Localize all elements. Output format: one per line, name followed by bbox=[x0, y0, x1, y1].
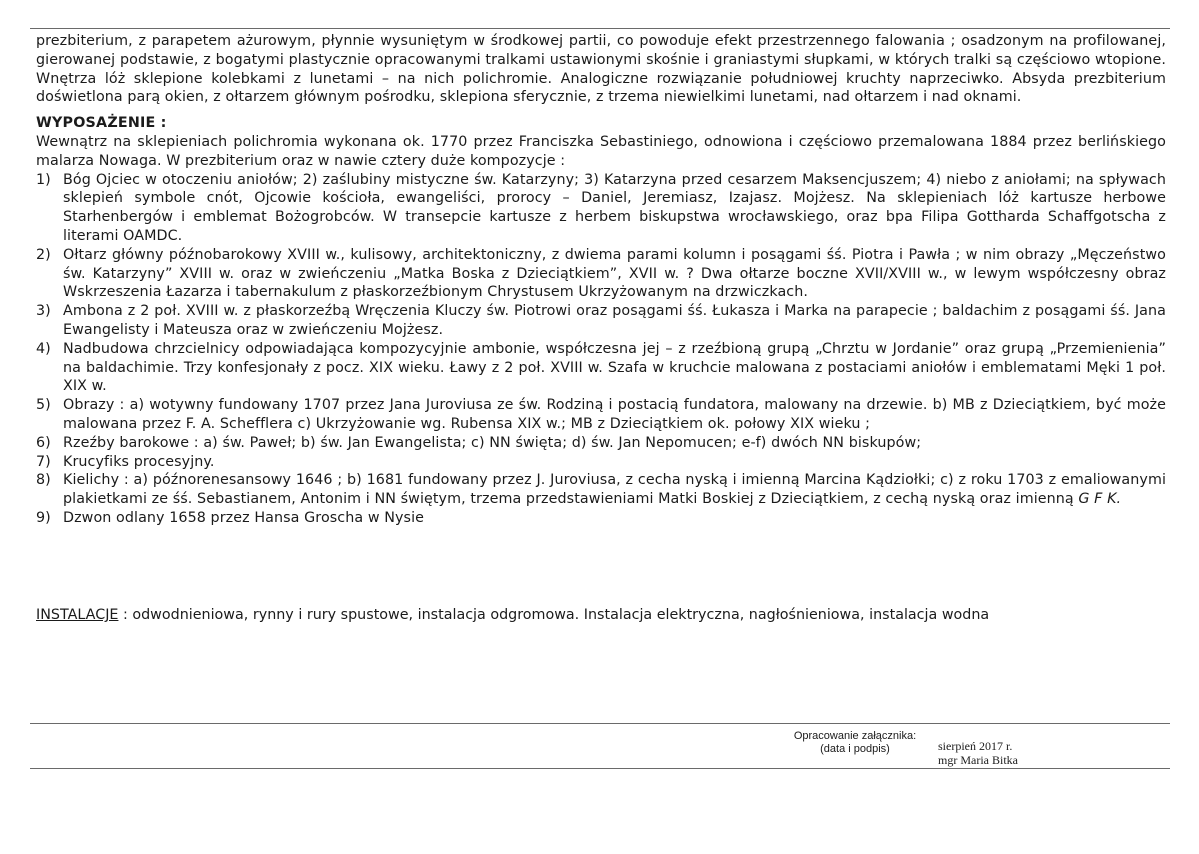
instalacje-line bbox=[36, 606, 1166, 625]
list-item bbox=[36, 302, 1166, 340]
signature-author: mgr Maria Bitka bbox=[938, 753, 1018, 767]
item-number: 3) bbox=[36, 303, 51, 320]
footer-bottom-rule bbox=[30, 768, 1170, 769]
caption-line-2: (data i podpis) bbox=[820, 743, 890, 755]
list-item bbox=[36, 509, 1166, 528]
list-item bbox=[36, 340, 1166, 396]
item-number: 2) bbox=[36, 246, 51, 263]
top-rule bbox=[30, 28, 1170, 29]
list-item bbox=[36, 171, 1166, 246]
section-heading-wyposazenie: WYPOSAŻENIE : bbox=[36, 115, 167, 132]
signature-date: sierpień 2017 r. bbox=[938, 739, 1013, 753]
item-text: Obrazy : a) wotywny fundowany 1707 przez Jana Juroviusa ze św. Rodziną i postacią fundatora, malowany na drzewie. b) MB z Dzieciątkiem, być może malowana przez F. A. Schefflera c) Ukrzyżowanie wg. Rubensa XIX w.; MB z Dzieciątkiem ok. połowy XIX wieku ; bbox=[63, 397, 1166, 432]
item-number: 6) bbox=[36, 434, 51, 451]
maker-mark-initials: G F K. bbox=[1078, 491, 1122, 508]
list-item bbox=[36, 453, 1166, 472]
equipment-list bbox=[36, 171, 1166, 528]
item-text: Ambona z 2 poł. XVIII w. z płaskorzeźbą Wręczenia Kluczy św. Piotrowi oraz posągami śś. Łukasza i Marka na parapecie ; baldachim z posągami śś. Jana Ewangelisty i Mateusza oraz w zwieńczeniu Mojżesz. bbox=[63, 303, 1166, 338]
caption-line-1: Opracowanie załącznika: bbox=[793, 730, 917, 742]
item-text: Ołtarz główny późnobarokowy XVIII w., kulisowy, architektoniczny, z dwiema parami kolumn i posągami śś. Piotra i Pawła ; w nim obrazy „Męczeństwo św. Katarzyny” XVIII w. oraz w zwieńczeniu „Matka Boska z Dzieciątkiem”, XVII w. ? Dwa ołtarze boczne XVII/XVIII w., w lewym współczesny obraz Wskrzeszenia Łazarza i tabernakulum z płaskorzeźbionym Chrystusem Ukrzyżowanym na drzwiczkach. bbox=[63, 246, 1166, 301]
item-text-wrapper bbox=[63, 471, 1166, 509]
list-item bbox=[36, 396, 1166, 434]
wyposazenie-intro: Wewnątrz na sklepieniach polichromia wykonana ok. 1770 przez Franciszka Sebastiniego, odnowiona i częściowo przemalowana 1884 przez berlińskiego malarza Nowaga. W prezbiterium oraz w nawie cztery duże kompozycje : bbox=[36, 133, 1166, 169]
item-text: Krucyfiks procesyjny. bbox=[63, 453, 215, 470]
footer-signature bbox=[938, 739, 1018, 767]
item-text: Bóg Ojciec w otoczeniu aniołów; 2) zaślubiny mistyczne św. Katarzyny; 3) Katarzyna przed cesarzem Maksencjuszem; 4) niebo z aniołami; na spływach sklepień symbole cnót, Ojcowie kościoła, ewangeliści, prorocy – Daniel, Jeremiasz, Izajasz. Mojżesz. Na sklepieniach lóż kartusze herbowe Starhenbergów i emblemat Bożogrobców. W transepcie kartusze z herbem biskupstwa wrocławskiego, oraz bpa Filipa Gottharda Schaffgotscha z literami OAMDC. bbox=[63, 171, 1166, 244]
item-text: Nadbudowa chrzcielnicy odpowiadająca kompozycyjnie ambonie, współczesna jej – z rzeźbioną grupą „Chrztu w Jordanie” oraz grupą „Przemienienia” na baldachimie. Trzy konfesjonały z pocz. XIX wieku. Ławy z 2 poł. XVIII w. Szafa w kruchcie malowana z postaciami aniołów i emblematami Męki 1 poł. XIX w. bbox=[63, 340, 1166, 395]
item-number: 7) bbox=[36, 453, 51, 470]
item-number: 1) bbox=[36, 171, 51, 188]
item-number: 4) bbox=[36, 340, 51, 357]
item-text: Rzeźby barokowe : a) św. Paweł; b) św. Jan Ewangelista; c) NN święta; d) św. Jan Nepomucen; e-f) dwóch NN biskupów; bbox=[63, 434, 922, 451]
document-body bbox=[36, 32, 1166, 528]
item-text: Dzwon odlany 1658 przez Hansa Groscha w Nysie bbox=[63, 509, 425, 526]
instalacje-label: INSTALACJE bbox=[36, 607, 119, 623]
list-item bbox=[36, 434, 1166, 453]
item-text: Kielichy : a) późnorenesansowy 1646 ; b) 1681 fundowany przez J. Juroviusa, z cecha nyską i imienną Marcina Kądziołki; c) z roku 1703 z emaliowanymi plakietkami ze śś. Sebastianem, Antonim i NN świętym, trzema przedstawieniami Matki Boskiej z Dzieciątkiem, z cechą nyską oraz imienną bbox=[63, 472, 1166, 508]
footer-caption bbox=[785, 730, 925, 756]
list-item bbox=[36, 471, 1166, 509]
item-number: 5) bbox=[36, 397, 51, 414]
item-number: 9) bbox=[36, 509, 51, 526]
instalacje-text: : odwodnieniowa, rynny i rury spustowe, instalacja odgromowa. Instalacja elektryczna, nagłośnieniowa, instalacja wodna bbox=[118, 607, 990, 623]
item-number: 8) bbox=[36, 472, 51, 489]
intro-paragraph: prezbiterium, z parapetem ażurowym, płynnie wysuniętym w środkowej partii, co powoduje efekt przestrzennego falowania ; osadzonym na profilowanej, gierowanej podstawie, z bogatymi plastycznie opracowanymi tralkami ustawionymi skośnie i graniastymi słupkami, w których tralki są częściowo wtopione. Wnętrza lóż sklepione kolebkami z lunetami – na nich polichromie. Analogiczne rozwiązanie południowej kruchty naprzeciwko. Absyda prezbiterium doświetlona parą okien, z ołtarzem głównym pośrodku, sklepiona sferycznie, z trzema niewielkimi lunetami, nad ołtarzem i nad oknami. bbox=[36, 33, 1166, 106]
list-item bbox=[36, 246, 1166, 302]
footer-top-rule bbox=[30, 723, 1170, 724]
